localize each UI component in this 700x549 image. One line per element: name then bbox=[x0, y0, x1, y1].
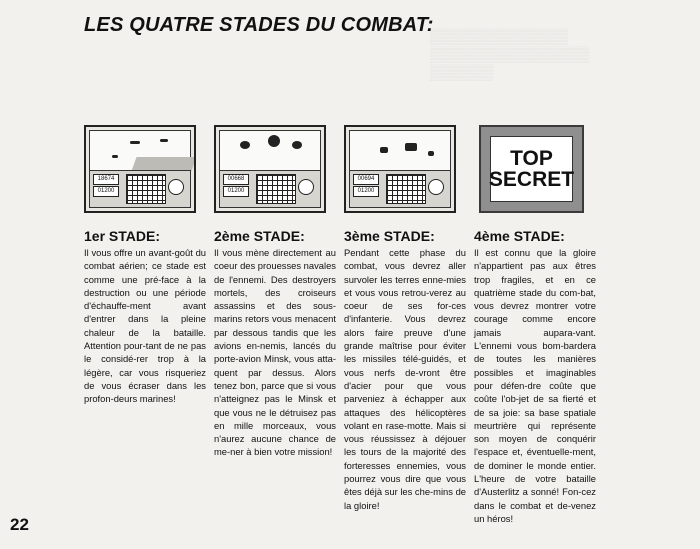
stage-4-text: Il est connu que la gloire n'appartient pas aux êtres trop fragiles, et en ce quatrième stade du com-bat, vous devrez montrer votre courage comme encore jamais aupara-vant. L'ennemi vous bom-bardera de toutes les manières possibles et imaginables pour défen-dre coûte que coûte l'ob-jet de sa fierté et de sa joie: sa base spatiale meurtrière qui représente son moyen de conquérir l'espace et, éventuelle-ment, de dominer le monde entier. L'heure de votre bataille d'Austerlitz a sonné! Fon-cez dans le combat et de-venez un héros! bbox=[474, 247, 596, 524]
tank-sprite bbox=[405, 143, 417, 151]
page-number: 22 bbox=[10, 515, 29, 534]
tank-sprite bbox=[380, 147, 388, 153]
stage-4-column bbox=[474, 228, 596, 525]
top-secret-line-2: SECRET bbox=[488, 168, 575, 191]
gauge-dial bbox=[168, 179, 184, 195]
stage-2-heading: 2ème STADE: bbox=[214, 228, 305, 244]
plane-sprite bbox=[130, 141, 140, 144]
plane-sprite bbox=[112, 155, 118, 158]
stage-3-screenshot bbox=[344, 125, 456, 213]
sea-view bbox=[219, 130, 321, 174]
score-readout: 00668 bbox=[223, 174, 249, 185]
fuel-readout: 01200 bbox=[93, 186, 119, 197]
cockpit-hud bbox=[89, 170, 191, 208]
stage-2-column bbox=[214, 228, 336, 459]
radar-grid bbox=[386, 174, 426, 204]
top-secret-line-1: TOP bbox=[510, 147, 553, 170]
ship-sprite bbox=[240, 141, 250, 149]
score-readout: 00694 bbox=[353, 174, 379, 185]
stage-3-text: Pendant cette phase du combat, vous devrez aller survoler les terres enne-mies et vous vous retrou-verez au coeur de ses for-ces d'infanterie. Vous devrez alors faire preuve d'une grande maîtrise pour éviter les missiles télé-guidés, et vous nerfs de-vront être d'acier pour que vous parveniez à échapper aux attaques des hélicoptères volant en rase-motte. Mais si vous réussissez à déjouer les tours de la majorité des forteresses ennemies, vous pourrez vous dire que vous êtes déjà sur les che-mins de la gloire! bbox=[344, 247, 466, 511]
score-readout: 18674 bbox=[93, 174, 119, 185]
fuel-readout: 01200 bbox=[223, 186, 249, 197]
page-title: LES QUATRE STADES DU COMBAT: bbox=[84, 14, 434, 36]
plane-sprite bbox=[160, 139, 168, 142]
ground-view bbox=[349, 130, 451, 174]
gauge-dial bbox=[298, 179, 314, 195]
tank-sprite bbox=[428, 151, 434, 156]
stage-1-screenshot bbox=[84, 125, 196, 213]
stage-3-heading: 3ème STADE: bbox=[344, 228, 435, 244]
cockpit-hud bbox=[349, 170, 451, 208]
stage-2-text: Il vous mène directement au coeur des prouesses navales de l'ennemi. Des destroyers mortels, des croiseurs assassins et des sous-marins retors vous menacent par dessous tandis que les avions en-nemis, lancés du porte-avion Minsk, vous atta-quent par dessus. Alors tenez bon, parce que si vous n'atteignez pas le Minsk et que vous ne le détruisez pas en mille morceaux, vous n'aurez aucune chance de me-ner à bien votre mission! bbox=[214, 247, 336, 458]
stage-2-screenshot bbox=[214, 125, 326, 213]
stage-1-column bbox=[84, 228, 206, 406]
top-secret-label bbox=[490, 136, 573, 202]
cloud-shape bbox=[131, 157, 196, 171]
stage-4-heading: 4ème STADE: bbox=[474, 228, 565, 244]
stage-1-text: Il vous offre un avant-goût du combat aérien; ce stade est comme une pré-face à la destruction ou une période d'échauffe-ment avant d'entrer dans la pleine chaleur de la bataille. Attention pour-tant de ne pas le considé-rer trop à la légère, car vous risqueriez de vous écraser dans les profon-deurs marines! bbox=[84, 247, 206, 405]
gauge-dial bbox=[428, 179, 444, 195]
cockpit-hud bbox=[219, 170, 321, 208]
radar-grid bbox=[126, 174, 166, 204]
stage-1-heading: 1er STADE: bbox=[84, 228, 160, 244]
show-through-text: ▒▒▒▒▒▒▒▒▒▒▒▒▒ ▒▒▒▒▒▒▒▒▒▒▒▒▒▒▒ ▒▒▒▒▒▒ bbox=[430, 28, 590, 81]
ship-sprite bbox=[268, 135, 280, 147]
radar-grid bbox=[256, 174, 296, 204]
stage-3-column bbox=[344, 228, 466, 512]
fuel-readout: 01200 bbox=[353, 186, 379, 197]
top-secret-panel bbox=[479, 125, 584, 213]
ship-sprite bbox=[292, 141, 302, 149]
sky-view bbox=[89, 130, 191, 174]
